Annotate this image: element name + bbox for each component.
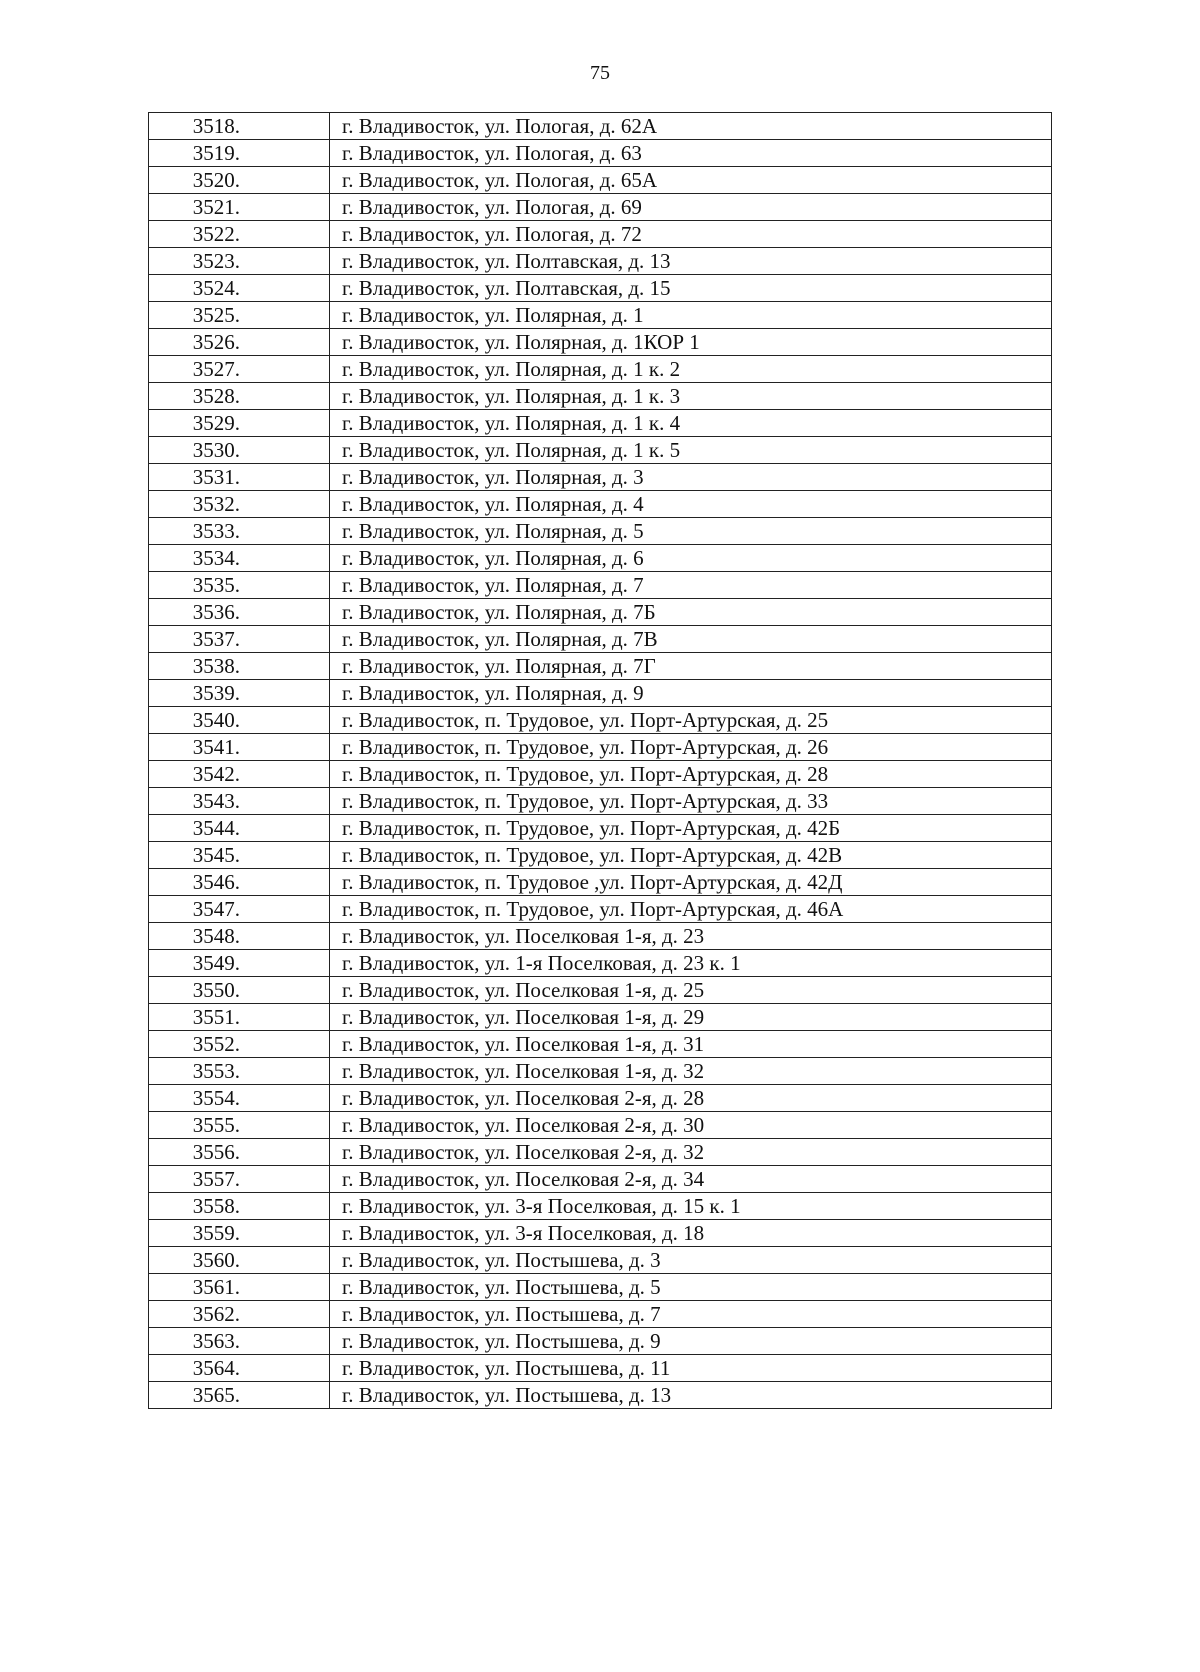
table-row bbox=[149, 167, 1052, 194]
table-row bbox=[149, 680, 1052, 707]
address-cell: г. Владивосток, ул. Полярная, д. 7В bbox=[330, 626, 1052, 653]
table-row bbox=[149, 383, 1052, 410]
address-table-body bbox=[149, 113, 1052, 1409]
row-number-cell: 3528. bbox=[149, 383, 330, 410]
address-cell: г. Владивосток, п. Трудовое, ул. Порт-Артурская, д. 42В bbox=[330, 842, 1052, 869]
row-number-cell: 3541. bbox=[149, 734, 330, 761]
table-row bbox=[149, 1166, 1052, 1193]
row-number-cell: 3537. bbox=[149, 626, 330, 653]
row-number-cell: 3518. bbox=[149, 113, 330, 140]
address-cell: г. Владивосток, ул. Полярная, д. 1 к. 4 bbox=[330, 410, 1052, 437]
table-row bbox=[149, 734, 1052, 761]
row-number-cell: 3549. bbox=[149, 950, 330, 977]
table-row bbox=[149, 572, 1052, 599]
address-cell: г. Владивосток, ул. 3-я Поселковая, д. 18 bbox=[330, 1220, 1052, 1247]
table-row bbox=[149, 410, 1052, 437]
address-cell: г. Владивосток, п. Трудовое, ул. Порт-Артурская, д. 42Б bbox=[330, 815, 1052, 842]
address-cell: г. Владивосток, ул. Пологая, д. 69 bbox=[330, 194, 1052, 221]
table-row bbox=[149, 1058, 1052, 1085]
table-row bbox=[149, 842, 1052, 869]
address-cell: г. Владивосток, ул. Постышева, д. 5 bbox=[330, 1274, 1052, 1301]
row-number-cell: 3550. bbox=[149, 977, 330, 1004]
row-number-cell: 3522. bbox=[149, 221, 330, 248]
row-number-cell: 3540. bbox=[149, 707, 330, 734]
table-row bbox=[149, 1382, 1052, 1409]
address-cell: г. Владивосток, ул. Полярная, д. 5 bbox=[330, 518, 1052, 545]
row-number-cell: 3558. bbox=[149, 1193, 330, 1220]
address-cell: г. Владивосток, ул. 1-я Поселковая, д. 23 к. 1 bbox=[330, 950, 1052, 977]
row-number-cell: 3523. bbox=[149, 248, 330, 275]
address-cell: г. Владивосток, ул. Постышева, д. 3 bbox=[330, 1247, 1052, 1274]
row-number-cell: 3542. bbox=[149, 761, 330, 788]
address-cell: г. Владивосток, ул. Полярная, д. 9 bbox=[330, 680, 1052, 707]
row-number-cell: 3531. bbox=[149, 464, 330, 491]
address-cell: г. Владивосток, ул. Полярная, д. 1 к. 3 bbox=[330, 383, 1052, 410]
address-cell: г. Владивосток, ул. Постышева, д. 9 bbox=[330, 1328, 1052, 1355]
table-row bbox=[149, 491, 1052, 518]
row-number-cell: 3533. bbox=[149, 518, 330, 545]
row-number-cell: 3560. bbox=[149, 1247, 330, 1274]
row-number-cell: 3559. bbox=[149, 1220, 330, 1247]
address-cell: г. Владивосток, ул. Поселковая 2-я, д. 30 bbox=[330, 1112, 1052, 1139]
table-row bbox=[149, 1112, 1052, 1139]
address-cell: г. Владивосток, ул. Полярная, д. 1 bbox=[330, 302, 1052, 329]
table-row bbox=[149, 923, 1052, 950]
address-cell: г. Владивосток, п. Трудовое, ул. Порт-Артурская, д. 46А bbox=[330, 896, 1052, 923]
address-cell: г. Владивосток, ул. Постышева, д. 11 bbox=[330, 1355, 1052, 1382]
address-cell: г. Владивосток, ул. Полярная, д. 1КОР 1 bbox=[330, 329, 1052, 356]
row-number-cell: 3556. bbox=[149, 1139, 330, 1166]
table-row bbox=[149, 1328, 1052, 1355]
address-cell: г. Владивосток, ул. Пологая, д. 65А bbox=[330, 167, 1052, 194]
address-cell: г. Владивосток, п. Трудовое, ул. Порт-Артурская, д. 33 bbox=[330, 788, 1052, 815]
row-number-cell: 3553. bbox=[149, 1058, 330, 1085]
table-row bbox=[149, 1193, 1052, 1220]
row-number-cell: 3519. bbox=[149, 140, 330, 167]
table-row bbox=[149, 1139, 1052, 1166]
address-cell: г. Владивосток, ул. Полярная, д. 6 bbox=[330, 545, 1052, 572]
address-cell: г. Владивосток, п. Трудовое, ул. Порт-Артурская, д. 28 bbox=[330, 761, 1052, 788]
table-row bbox=[149, 248, 1052, 275]
address-cell: г. Владивосток, ул. Поселковая 1-я, д. 25 bbox=[330, 977, 1052, 1004]
table-row bbox=[149, 302, 1052, 329]
row-number-cell: 3552. bbox=[149, 1031, 330, 1058]
table-row bbox=[149, 626, 1052, 653]
address-cell: г. Владивосток, п. Трудовое, ул. Порт-Артурская, д. 25 bbox=[330, 707, 1052, 734]
address-cell: г. Владивосток, ул. Полярная, д. 7Б bbox=[330, 599, 1052, 626]
address-cell: г. Владивосток, ул. Поселковая 2-я, д. 32 bbox=[330, 1139, 1052, 1166]
row-number-cell: 3554. bbox=[149, 1085, 330, 1112]
address-cell: г. Владивосток, ул. Поселковая 1-я, д. 23 bbox=[330, 923, 1052, 950]
table-row bbox=[149, 977, 1052, 1004]
table-row bbox=[149, 545, 1052, 572]
table-row bbox=[149, 140, 1052, 167]
row-number-cell: 3520. bbox=[149, 167, 330, 194]
address-cell: г. Владивосток, ул. Полярная, д. 1 к. 5 bbox=[330, 437, 1052, 464]
row-number-cell: 3557. bbox=[149, 1166, 330, 1193]
table-row bbox=[149, 1004, 1052, 1031]
row-number-cell: 3543. bbox=[149, 788, 330, 815]
address-cell: г. Владивосток, ул. Постышева, д. 7 bbox=[330, 1301, 1052, 1328]
page-number: 75 bbox=[590, 62, 610, 84]
address-cell: г. Владивосток, ул. Поселковая 1-я, д. 32 bbox=[330, 1058, 1052, 1085]
address-cell: г. Владивосток, ул. Полтавская, д. 15 bbox=[330, 275, 1052, 302]
address-cell: г. Владивосток, ул. Полярная, д. 1 к. 2 bbox=[330, 356, 1052, 383]
address-cell: г. Владивосток, ул. Полярная, д. 3 bbox=[330, 464, 1052, 491]
table-row bbox=[149, 113, 1052, 140]
table-row bbox=[149, 275, 1052, 302]
row-number-cell: 3529. bbox=[149, 410, 330, 437]
row-number-cell: 3547. bbox=[149, 896, 330, 923]
row-number-cell: 3521. bbox=[149, 194, 330, 221]
table-row bbox=[149, 329, 1052, 356]
row-number-cell: 3526. bbox=[149, 329, 330, 356]
address-cell: г. Владивосток, ул. Поселковая 2-я, д. 34 bbox=[330, 1166, 1052, 1193]
row-number-cell: 3565. bbox=[149, 1382, 330, 1409]
address-cell: г. Владивосток, ул. Пологая, д. 72 bbox=[330, 221, 1052, 248]
address-cell: г. Владивосток, ул. Полярная, д. 7 bbox=[330, 572, 1052, 599]
table-row bbox=[149, 896, 1052, 923]
row-number-cell: 3551. bbox=[149, 1004, 330, 1031]
address-cell: г. Владивосток, ул. Полярная, д. 4 bbox=[330, 491, 1052, 518]
table-row bbox=[149, 194, 1052, 221]
row-number-cell: 3530. bbox=[149, 437, 330, 464]
row-number-cell: 3524. bbox=[149, 275, 330, 302]
table-row bbox=[149, 761, 1052, 788]
table-row bbox=[149, 653, 1052, 680]
row-number-cell: 3525. bbox=[149, 302, 330, 329]
table-row bbox=[149, 1247, 1052, 1274]
table-row bbox=[149, 221, 1052, 248]
row-number-cell: 3555. bbox=[149, 1112, 330, 1139]
table-row bbox=[149, 1301, 1052, 1328]
table-row bbox=[149, 815, 1052, 842]
table-row bbox=[149, 356, 1052, 383]
row-number-cell: 3544. bbox=[149, 815, 330, 842]
table-row bbox=[149, 518, 1052, 545]
row-number-cell: 3527. bbox=[149, 356, 330, 383]
row-number-cell: 3538. bbox=[149, 653, 330, 680]
row-number-cell: 3564. bbox=[149, 1355, 330, 1382]
table-row bbox=[149, 437, 1052, 464]
table-row bbox=[149, 1220, 1052, 1247]
row-number-cell: 3539. bbox=[149, 680, 330, 707]
address-table bbox=[148, 112, 1052, 1409]
address-cell: г. Владивосток, ул. Поселковая 1-я, д. 31 bbox=[330, 1031, 1052, 1058]
row-number-cell: 3546. bbox=[149, 869, 330, 896]
address-cell: г. Владивосток, ул. Постышева, д. 13 bbox=[330, 1382, 1052, 1409]
row-number-cell: 3534. bbox=[149, 545, 330, 572]
table-row bbox=[149, 1274, 1052, 1301]
table-row bbox=[149, 464, 1052, 491]
address-cell: г. Владивосток, ул. Полтавская, д. 13 bbox=[330, 248, 1052, 275]
table-row bbox=[149, 1355, 1052, 1382]
address-cell: г. Владивосток, п. Трудовое, ул. Порт-Артурская, д. 26 bbox=[330, 734, 1052, 761]
table-row bbox=[149, 1031, 1052, 1058]
address-cell: г. Владивосток, ул. Поселковая 2-я, д. 28 bbox=[330, 1085, 1052, 1112]
table-row bbox=[149, 869, 1052, 896]
address-cell: г. Владивосток, ул. Полярная, д. 7Г bbox=[330, 653, 1052, 680]
table-row bbox=[149, 599, 1052, 626]
row-number-cell: 3532. bbox=[149, 491, 330, 518]
row-number-cell: 3563. bbox=[149, 1328, 330, 1355]
row-number-cell: 3548. bbox=[149, 923, 330, 950]
row-number-cell: 3545. bbox=[149, 842, 330, 869]
table-row bbox=[149, 788, 1052, 815]
table-row bbox=[149, 950, 1052, 977]
address-cell: г. Владивосток, ул. Поселковая 1-я, д. 29 bbox=[330, 1004, 1052, 1031]
address-cell: г. Владивосток, ул. Пологая, д. 62А bbox=[330, 113, 1052, 140]
table-row bbox=[149, 707, 1052, 734]
row-number-cell: 3561. bbox=[149, 1274, 330, 1301]
address-cell: г. Владивосток, ул. 3-я Поселковая, д. 15 к. 1 bbox=[330, 1193, 1052, 1220]
address-cell: г. Владивосток, ул. Пологая, д. 63 bbox=[330, 140, 1052, 167]
table-row bbox=[149, 1085, 1052, 1112]
row-number-cell: 3535. bbox=[149, 572, 330, 599]
row-number-cell: 3562. bbox=[149, 1301, 330, 1328]
address-cell: г. Владивосток, п. Трудовое ,ул. Порт-Артурская, д. 42Д bbox=[330, 869, 1052, 896]
row-number-cell: 3536. bbox=[149, 599, 330, 626]
